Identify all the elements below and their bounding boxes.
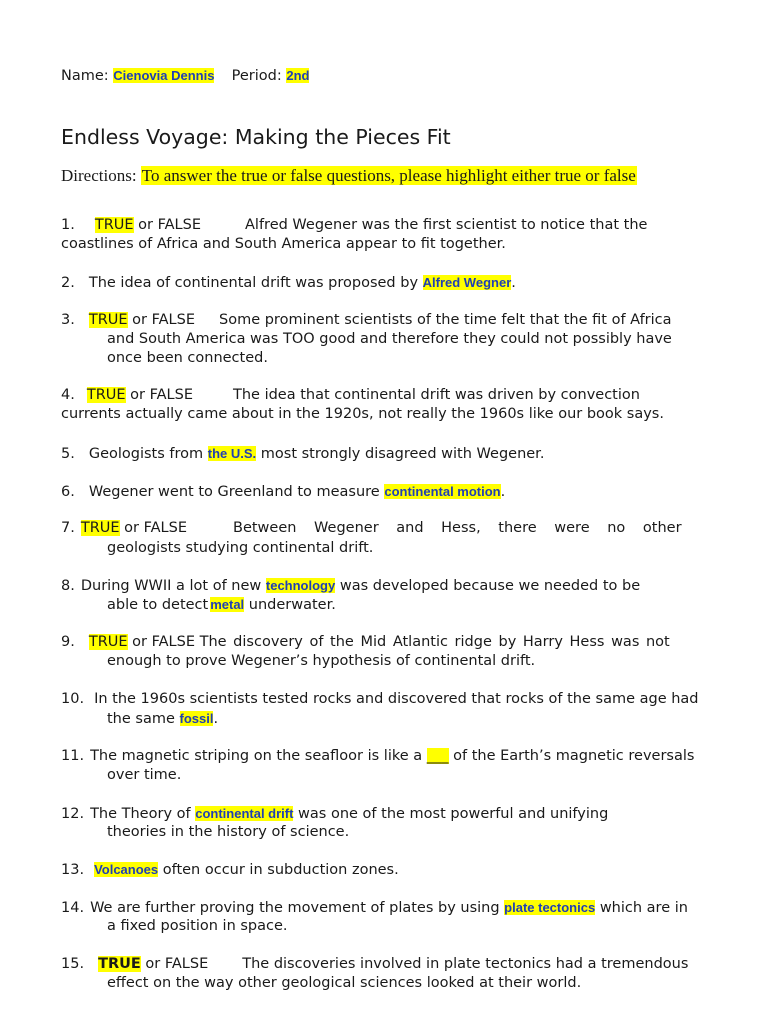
question-8-cont	[107, 595, 336, 615]
question-text: Between Wegener and Hess, there were no other	[233, 520, 682, 536]
question-12-cont: theories in the history of science.	[107, 824, 350, 840]
question-number: 1.	[61, 217, 75, 233]
answer-highlight: Volcanoes	[94, 862, 159, 877]
punctuation: .	[511, 275, 516, 291]
answer-blank: ___	[426, 748, 449, 764]
question-text-end: underwater.	[248, 597, 336, 613]
or-false: or FALSE	[132, 312, 195, 328]
question-text: The magnetic striping on the seafloor is like a	[90, 748, 423, 764]
question-11	[61, 747, 694, 766]
question-5	[61, 444, 544, 464]
question-12	[61, 804, 608, 824]
true-highlight: TRUE	[94, 217, 134, 233]
question-3-cont2: once been connected.	[107, 350, 268, 366]
question-number: 15.	[61, 956, 85, 972]
answer-highlight: technology	[265, 578, 336, 593]
question-9	[61, 633, 670, 652]
directions-label: Directions:	[61, 166, 137, 185]
question-number: 12.	[61, 806, 85, 822]
question-number: 5.	[61, 446, 75, 462]
question-text: Geologists from	[88, 446, 204, 462]
or-false: or FALSE	[130, 387, 193, 403]
question-10-cont	[107, 709, 218, 729]
question-text-end: was one of the most powerful and unifying	[298, 806, 609, 822]
or-false: or FALSE	[145, 956, 209, 972]
true-highlight: TRUE	[98, 956, 141, 972]
question-14-cont: a fixed position in space.	[107, 918, 288, 934]
true-highlight: TRUE	[80, 520, 120, 536]
question-text: often occur in subduction zones.	[162, 862, 399, 878]
question-1-cont: coastlines of Africa and South America appear to fit together.	[61, 236, 506, 252]
question-text: Some prominent scientists of the time felt that the fit of Africa	[219, 312, 672, 328]
answer-highlight: continental drift	[195, 806, 294, 821]
answer-highlight: fossil	[179, 711, 214, 726]
true-highlight: TRUE	[88, 312, 128, 328]
name-value: Cienovia Dennis	[113, 68, 215, 83]
question-text-mid: was developed because we needed to be	[339, 578, 641, 594]
directions-text: To answer the true or false questions, please highlight either true or false	[141, 166, 636, 185]
punctuation: .	[213, 711, 219, 727]
question-4	[61, 386, 640, 405]
question-14	[61, 898, 688, 918]
question-7-cont: geologists studying continental drift.	[107, 540, 374, 556]
question-7	[61, 519, 682, 538]
question-number: 8.	[61, 578, 75, 594]
name-label: Name:	[61, 68, 109, 84]
or-false: or FALSE	[132, 634, 195, 650]
question-text: Wegener went to Greenland to measure	[88, 484, 380, 500]
question-text: During WWII a lot of new	[80, 578, 262, 594]
question-8	[61, 576, 640, 596]
question-text: In the 1960s scientists tested rocks and discovered that rocks of the same age had	[94, 691, 699, 707]
directions-line	[61, 166, 637, 186]
question-15	[61, 955, 688, 974]
question-text: able to detect	[107, 597, 209, 613]
question-15-cont: effect on the way other geological sciences looked at their world.	[107, 975, 582, 991]
question-10	[61, 690, 699, 709]
question-number: 11.	[61, 748, 85, 764]
question-text-end: most strongly disagreed with Wegener.	[260, 446, 545, 462]
or-false: or FALSE	[124, 520, 187, 536]
page-title: Endless Voyage: Making the Pieces Fit	[61, 125, 451, 149]
question-number: 4.	[61, 387, 75, 403]
answer-highlight: the U.S.	[207, 446, 257, 461]
question-6	[61, 482, 505, 502]
true-highlight: TRUE	[86, 387, 126, 403]
question-text: The discovery of the Mid Atlantic ridge by Harry Hess was not	[199, 634, 670, 650]
question-11-cont: over time.	[107, 767, 182, 783]
question-13	[61, 860, 399, 880]
answer-highlight: Alfred Wegner	[422, 275, 512, 290]
question-text: The Theory of	[90, 806, 191, 822]
or-false: or FALSE	[138, 217, 201, 233]
question-text: The idea that continental drift was driven by convection	[233, 387, 640, 403]
question-text: The idea of continental drift was proposed by	[88, 275, 419, 291]
question-3	[61, 311, 672, 330]
answer-highlight-2: metal	[210, 597, 245, 612]
question-number: 13.	[61, 862, 85, 878]
question-number: 10.	[61, 691, 85, 707]
question-number: 2.	[61, 275, 75, 291]
question-text: the same	[107, 711, 175, 727]
period-label: Period:	[231, 68, 282, 84]
answer-highlight: continental motion	[384, 484, 501, 499]
name-period-line	[61, 66, 309, 86]
question-number: 6.	[61, 484, 75, 500]
question-9-cont: enough to prove Wegener’s hypothesis of continental drift.	[107, 653, 536, 669]
question-2	[61, 273, 516, 293]
question-number: 7.	[61, 520, 75, 536]
question-text-end: which are in	[599, 900, 688, 916]
question-text: We are further proving the movement of plates by using	[90, 900, 500, 916]
period-value: 2nd	[286, 68, 310, 83]
question-number: 3.	[61, 312, 75, 328]
question-text: The discoveries involved in plate tectonics had a tremendous	[242, 956, 689, 972]
true-highlight: TRUE	[88, 634, 128, 650]
question-text: Alfred Wegener was the first scientist to notice that the	[245, 217, 648, 233]
question-3-cont: and South America was TOO good and therefore they could not possibly have	[107, 331, 672, 347]
question-4-cont: currents actually came about in the 1920s, not really the 1960s like our book says.	[61, 406, 664, 422]
punctuation: .	[500, 484, 506, 500]
question-number: 9.	[61, 634, 75, 650]
question-text-end: of the Earth’s magnetic reversals	[453, 748, 695, 764]
answer-highlight: plate tectonics	[504, 900, 596, 915]
question-1	[61, 216, 647, 235]
question-number: 14.	[61, 900, 85, 916]
